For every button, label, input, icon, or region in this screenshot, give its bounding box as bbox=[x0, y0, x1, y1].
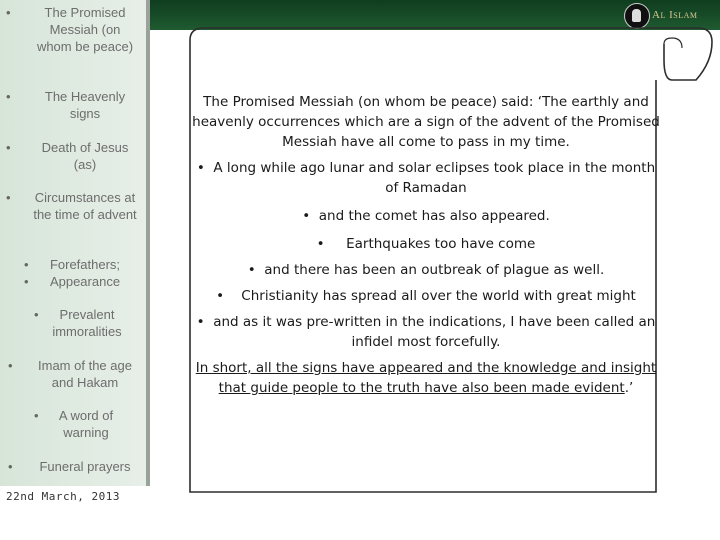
quote-content bbox=[192, 92, 660, 398]
sidebar: • The Promised Messiah (on whom be peace) • The Heavenly signs • Death of Jesus (as) • Circumstances at the time of advent • • Forefathers; Appearance • Prevalent immoralities • Imam of the age and Hakam • A word of warning • Funeral prayers bbox=[0, 0, 150, 486]
list-item: • Earthquakes too have come bbox=[316, 236, 536, 252]
list-item: • and the comet has also appeared. bbox=[302, 208, 550, 224]
list-item: • and as it was pre-written in the indications, I have been called an infidel most forcefully. bbox=[196, 314, 656, 350]
sidebar-item-funeral-prayers[interactable]: Funeral prayers bbox=[39, 459, 131, 474]
logo-text: Al Islam bbox=[652, 9, 698, 21]
list-item: • and there has been an outbreak of plague as well. bbox=[247, 262, 605, 278]
presentation-date: 22nd March, 2013 bbox=[6, 490, 120, 503]
sidebar-item-prevalent-immoralities[interactable]: Prevalent immoralities bbox=[52, 307, 122, 339]
sidebar-item-heavenly-signs[interactable]: The Heavenly signs bbox=[44, 89, 126, 121]
sidebar-item-forefathers[interactable]: Forefathers; Appearance bbox=[49, 257, 121, 289]
sidebar-item-circumstances[interactable]: Circumstances at the time of advent bbox=[33, 190, 137, 222]
intro-paragraph: The Promised Messiah (on whom be peace) said: ‘The earthly and heavenly occurrences which are a sign of the advent of the Promised Messiah have all come to pass in my time. bbox=[192, 94, 660, 150]
list-item: • Christianity has spread all over the world with great might bbox=[216, 288, 636, 304]
conclusion-paragraph: In short, all the signs have appeared and the knowledge and insight that guide people to the truth have also been made evident.’ bbox=[195, 360, 657, 396]
sidebar-item-death-of-jesus[interactable]: Death of Jesus (as) bbox=[41, 140, 129, 172]
sidebar-item-promised-messiah[interactable]: The Promised Messiah (on whom be peace) bbox=[36, 5, 134, 54]
list-item: • A long while ago lunar and solar eclipses took place in the month of Ramadan bbox=[196, 160, 656, 196]
sidebar-item-imam-of-the-age[interactable]: Imam of the age and Hakam bbox=[38, 358, 132, 390]
sidebar-item-word-of-warning[interactable]: A word of warning bbox=[58, 408, 114, 440]
